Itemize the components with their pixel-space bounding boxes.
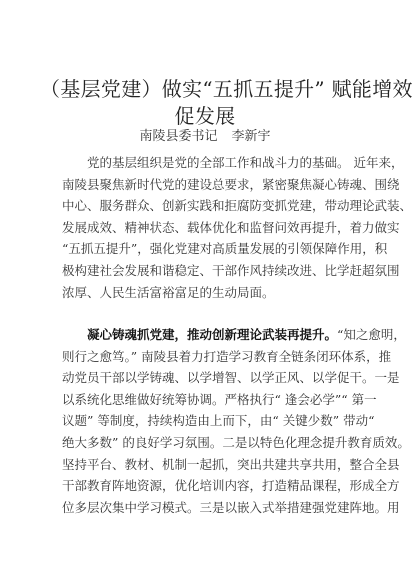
article-title-line-1: （基层党建）做实“五抓五提升” 赋能增效 xyxy=(40,77,413,101)
paragraph-lead-rest: “知之愈明， xyxy=(337,327,406,342)
paragraph-lead-line xyxy=(62,324,406,346)
author-name: 李新宇 xyxy=(231,129,271,144)
paragraph-line: 动党员干部以学铸魂、以学增智、以学正风、以学促干。一是 xyxy=(62,370,400,386)
paragraph-line: 以系统化思维做好统筹协调。严格执行“ 逢会必学”“ 第一 xyxy=(62,391,377,407)
author-byline xyxy=(0,128,410,146)
paragraph-line: 发展成效、精神状态、载体优化和监督问效再提升，着力做实 xyxy=(62,219,400,235)
paragraph-line: 议题” 等制度，持续构造由上而下，由“ 关键少数” 带动“ xyxy=(62,413,375,429)
author-role: 南陵县委书记 xyxy=(139,129,218,144)
paragraph-line: 党的基层组织是党的全部工作和战斗力的基础。 近年来， xyxy=(87,155,404,170)
paragraph-line: 中心、服务群众、创新实践和拒腐防变抓党建，带动理论武装、 xyxy=(62,198,413,214)
paragraph-intro xyxy=(62,152,413,303)
paragraph-lead-heading: 凝心铸魂抓党建，推动创新理论武装再提升。 xyxy=(87,327,338,342)
article-title-line-2: 促发展 xyxy=(174,104,236,128)
paragraph-line: 南陵县聚焦新时代党的建设总要求，紧密聚焦凝心铸魂、围绕 xyxy=(62,176,400,192)
paragraph-line: 干部教育阵地资源，优化培训内容，打造精品课程，形成全方 xyxy=(62,478,400,494)
paragraph-line: “五抓五提升”，强化党建对高质量发展的引领保障作用，积 xyxy=(62,241,388,257)
paragraph-line: 绝大多数” 的良好学习氛围。二是以特色化理念提升教育质效。 xyxy=(62,434,410,450)
paragraph-line: 浓厚、人民生活富裕富足的生动局面。 xyxy=(62,284,275,300)
paragraph-line: 则行之愈笃。” 南陵县着力打造学习教育全链条闭环体系，推 xyxy=(62,348,392,364)
paragraph-theory-arming xyxy=(62,324,410,518)
paragraph-line: 位多层次集中学习模式。三是以嵌入式举措建强党建阵地。用 xyxy=(62,499,400,515)
article-title xyxy=(40,76,413,130)
paragraph-line: 极构建社会发展和谐稳定、干部作风持续改进、比学赶超氛围 xyxy=(62,262,400,278)
paragraph-line: 坚持平台、教材、机制一起抓，突出共建共享共用，整合全县 xyxy=(62,456,400,472)
